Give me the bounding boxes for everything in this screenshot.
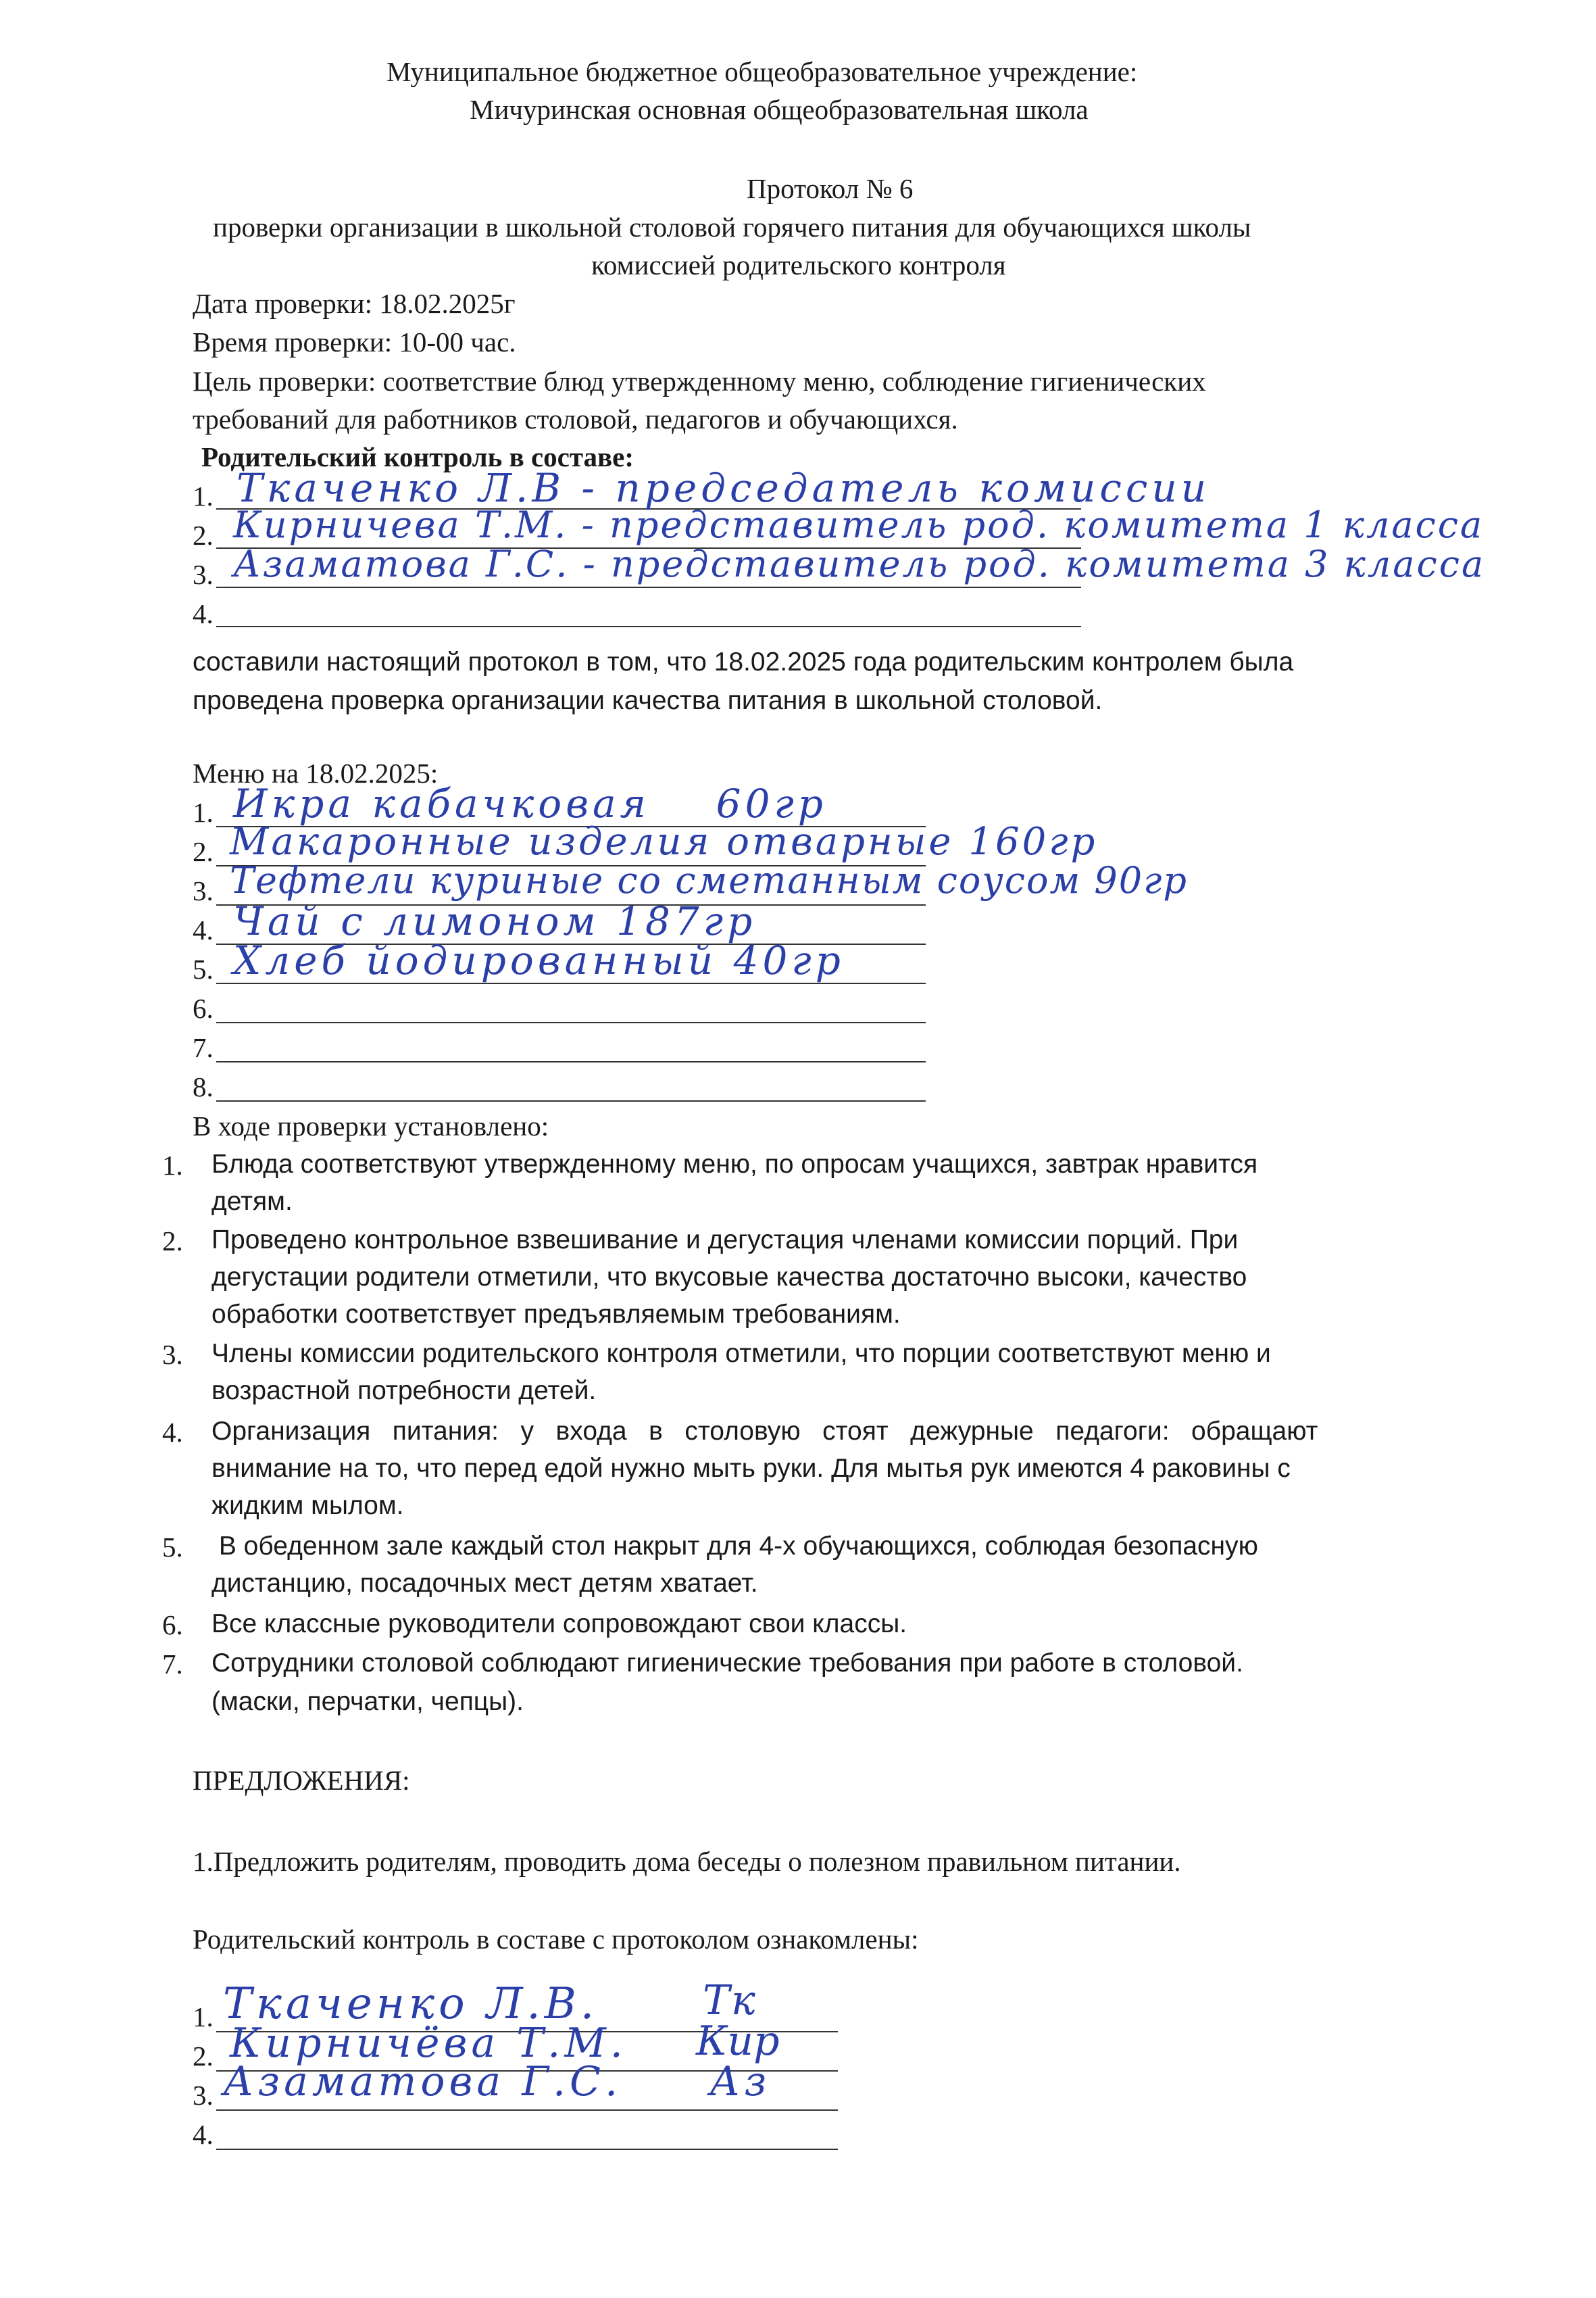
menu-num-6: 6. bbox=[193, 993, 214, 1024]
menu-num-1: 1. bbox=[193, 797, 214, 828]
menu-item-3: Тефтели куриные со сметанным соусом 90гр bbox=[230, 859, 1189, 902]
finding-7-line1: Сотрудники столовой соблюдают гигиенические требования при работе в столовой. bbox=[211, 1648, 1243, 1678]
committee-line-4 bbox=[216, 626, 1081, 627]
menu-line-6 bbox=[216, 1022, 926, 1023]
protocol-subtitle2: комиссией родительского контроля bbox=[591, 249, 1006, 280]
menu-item-5: Хлеб йодированный 40гр bbox=[233, 937, 845, 983]
menu-line-8 bbox=[216, 1100, 926, 1102]
committee-num-2: 2. bbox=[193, 520, 214, 551]
committee-num-4: 4. bbox=[193, 598, 214, 629]
finding-4-line2: внимание на то, что перед едой нужно мыть руки. Для мытья рук имеются 4 раковины с bbox=[211, 1454, 1291, 1483]
statement-line2: проведена проверка организации качества питания в школьной столовой. bbox=[193, 686, 1103, 715]
committee-member-3: Азаматова Г.С. - представитель род. комитета 3 класса bbox=[233, 543, 1486, 585]
proposals-heading: ПРЕДЛОЖЕНИЯ: bbox=[193, 1765, 410, 1796]
finding-num-5: 5. bbox=[162, 1532, 183, 1563]
menu-num-3: 3. bbox=[193, 875, 214, 906]
signature-name-1: Ткаченко Л.В. bbox=[223, 1979, 599, 2029]
finding-1-line2: детям. bbox=[211, 1187, 293, 1216]
finding-2-line2: дегустации родители отметили, что вкусовые качества достаточно высоки, качество bbox=[211, 1263, 1247, 1292]
finding-num-6: 6. bbox=[162, 1609, 183, 1640]
signature-line-4 bbox=[216, 2149, 838, 2150]
committee-member-2: Кирничева Т.М. - представитель род. комитета 1 класса bbox=[233, 504, 1485, 546]
finding-4-line1: Организация питания: у входа в столовую стоят дежурные педагоги: обращают bbox=[211, 1417, 1318, 1446]
finding-num-2: 2. bbox=[162, 1225, 183, 1256]
menu-num-5: 5. bbox=[193, 954, 214, 985]
finding-6-line1: Все классные руководители сопровождают свои классы. bbox=[211, 1609, 907, 1638]
proposal-item-1: 1.Предложить родителям, проводить дома беседы о полезном правильном питании. bbox=[193, 1846, 1181, 1877]
check-time: Время проверки: 10-00 час. bbox=[193, 326, 516, 358]
committee-member-1: Ткаченко Л.В - председатель комиссии bbox=[236, 465, 1211, 511]
menu-item-1: Икра кабачковая 60гр bbox=[233, 781, 827, 827]
check-date: Дата проверки: 18.02.2025г bbox=[193, 288, 516, 319]
finding-num-3: 3. bbox=[162, 1339, 183, 1370]
check-goal-line2: требований для работников столовой, педагогов и обучающихся. bbox=[193, 404, 958, 435]
findings-heading: В ходе проверки установлено: bbox=[193, 1110, 549, 1142]
finding-5-line2: дистанцию, посадочных мест детям хватает. bbox=[211, 1569, 758, 1598]
signature-num-1: 1. bbox=[193, 2001, 214, 2032]
finding-num-7: 7. bbox=[162, 1648, 183, 1680]
statement-line1: составили настоящий протокол в том, что 18.02.2025 года родительским контролем была bbox=[193, 647, 1294, 677]
signature-mark-2: Кир bbox=[696, 2018, 780, 2065]
finding-3-line2: возрастной потребности детей. bbox=[211, 1376, 597, 1405]
menu-line-7 bbox=[216, 1061, 926, 1062]
menu-num-7: 7. bbox=[193, 1032, 214, 1063]
committee-line-3 bbox=[216, 587, 1081, 588]
menu-item-4: Чай с лимоном 187гр bbox=[233, 898, 757, 944]
finding-num-1: 1. bbox=[162, 1150, 183, 1181]
finding-4-line3: жидким мылом. bbox=[211, 1491, 404, 1520]
signature-num-4: 4. bbox=[193, 2119, 214, 2150]
protocol-title: Протокол № 6 bbox=[747, 173, 914, 204]
menu-num-4: 4. bbox=[193, 914, 214, 946]
signatures-heading: Родительский контроль в составе с протоколом ознакомлены: bbox=[193, 1924, 919, 1955]
signature-num-2: 2. bbox=[193, 2040, 214, 2072]
school-header-line1: Муниципальное бюджетное общеобразовательное учреждение: bbox=[386, 56, 1138, 87]
signature-mark-3: Аз bbox=[709, 2058, 771, 2105]
finding-1-line1: Блюда соответствуют утвержденному меню, по опросам учащихся, завтрак нравится bbox=[211, 1150, 1258, 1179]
menu-num-2: 2. bbox=[193, 836, 214, 867]
menu-heading: Меню на 18.02.2025: bbox=[193, 758, 439, 789]
finding-7-line2: (маски, перчатки, чепцы). bbox=[211, 1687, 524, 1716]
school-header-line2: Мичуринская основная общеобразовательная школа bbox=[470, 94, 1089, 125]
finding-2-line1: Проведено контрольное взвешивание и дегустация членами комиссии порций. При bbox=[211, 1225, 1239, 1254]
protocol-subtitle1: проверки организации в школьной столовой горячего питания для обучающихся школы bbox=[213, 212, 1251, 243]
finding-5-line1: В обеденном зале каждый стол накрыт для 4-х обучающихся, соблюдая безопасную bbox=[211, 1532, 1258, 1561]
menu-num-8: 8. bbox=[193, 1071, 214, 1102]
check-goal-line1: Цель проверки: соответствие блюд утвержденному меню, соблюдение гигиенических bbox=[193, 366, 1206, 397]
signature-name-3: Азаматова Г.С. bbox=[223, 2058, 622, 2105]
menu-item-2: Макаронные изделия отварные 160гр bbox=[230, 820, 1098, 864]
finding-3-line1: Члены комиссии родительского контроля отметили, что порции соответствуют меню и bbox=[211, 1339, 1271, 1368]
finding-num-4: 4. bbox=[162, 1417, 183, 1448]
committee-num-3: 3. bbox=[193, 559, 214, 590]
signature-name-2: Кирничёва Т.М. bbox=[230, 2020, 627, 2067]
signature-line-3 bbox=[216, 2109, 838, 2111]
committee-num-1: 1. bbox=[193, 481, 214, 512]
committee-heading: Родительский контроль в составе: bbox=[201, 441, 634, 472]
signature-num-3: 3. bbox=[193, 2080, 214, 2111]
finding-2-line3: обработки соответствует предъявляемым требованиям. bbox=[211, 1300, 901, 1329]
signature-mark-1: Тк bbox=[703, 1977, 757, 2024]
